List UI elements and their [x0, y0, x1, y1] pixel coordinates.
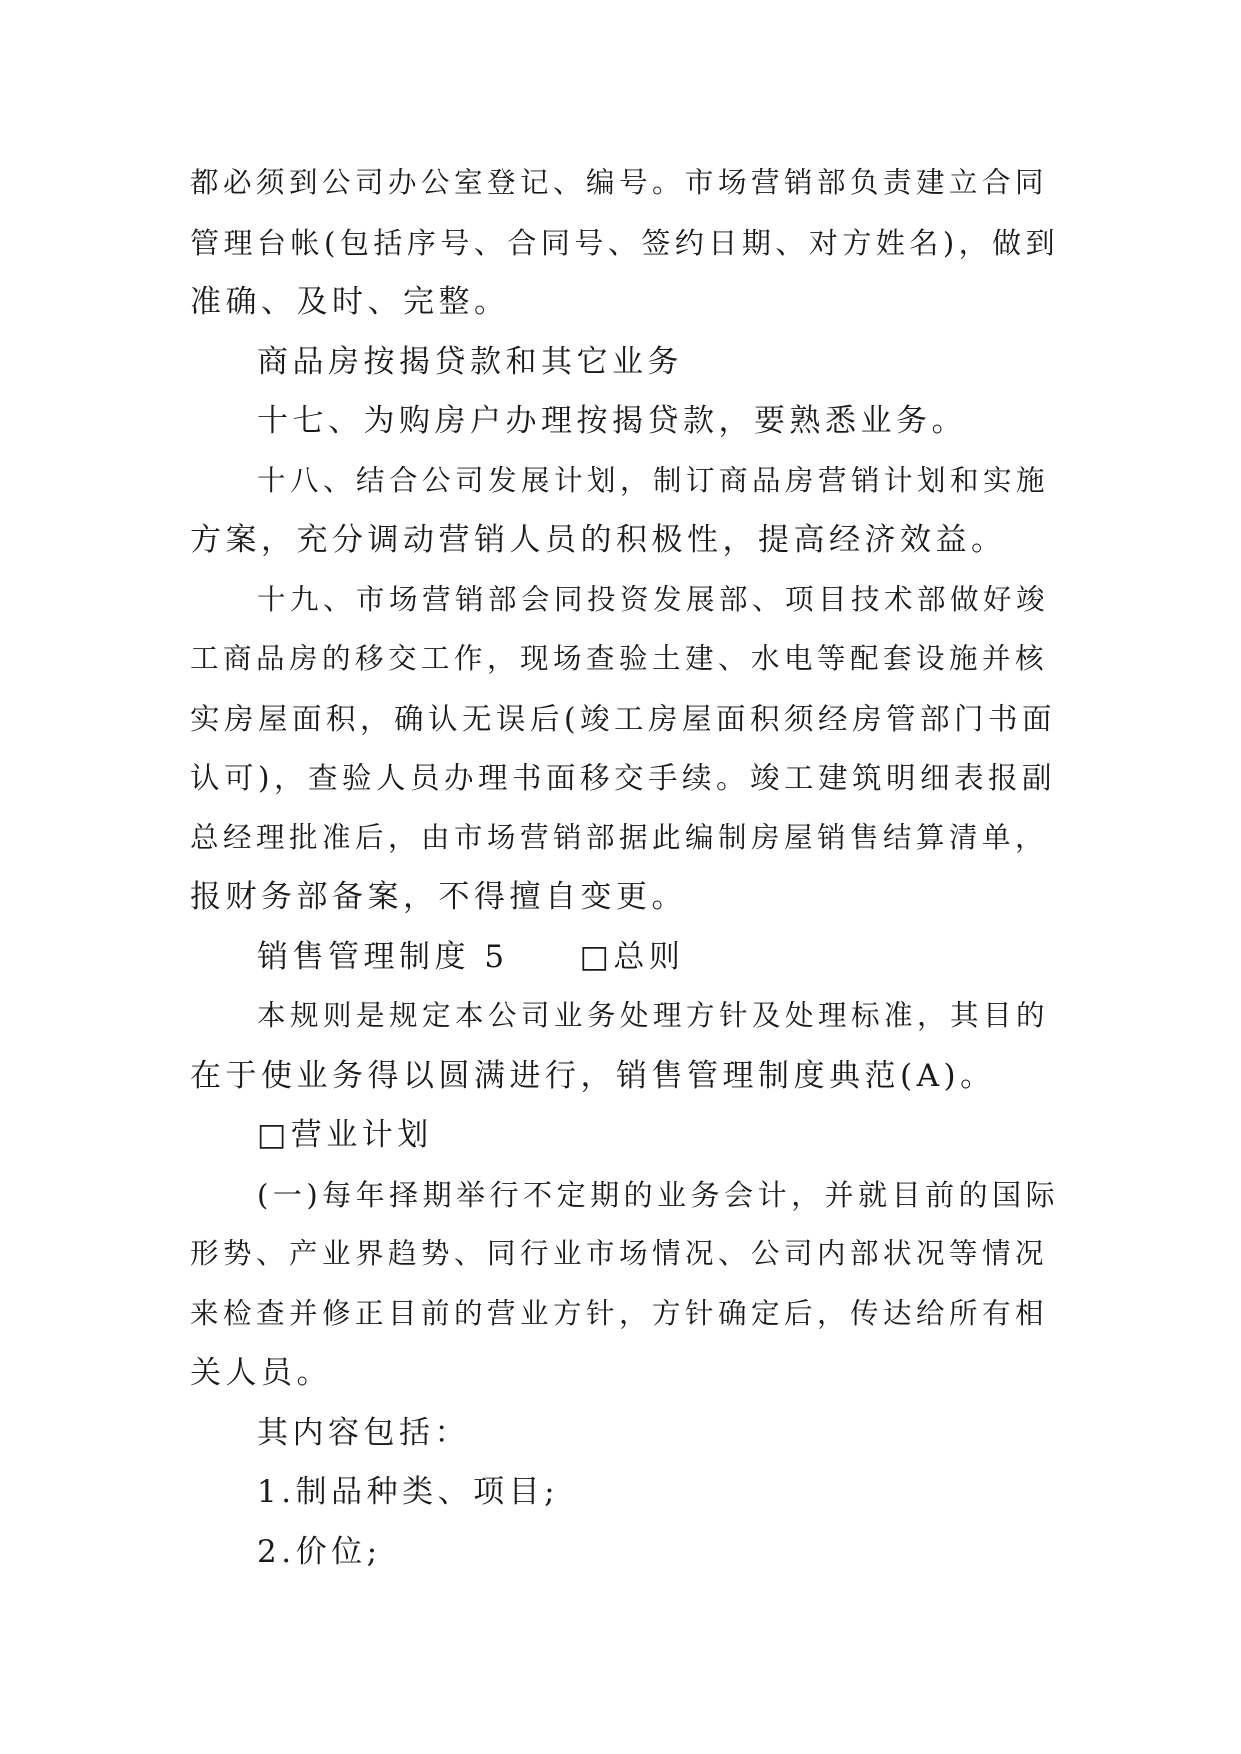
text-line: 来检查并修正目前的营业方针，方针确定后，传达给所有相 — [190, 1297, 1049, 1330]
text-line: 都必须到公司办公室登记、编号。市场营销部负责建立合同 — [190, 166, 1049, 199]
section-heading: □营业计划 — [257, 1117, 433, 1153]
text-line: 总经理批准后，由市场营销部据此编制房屋销售结算清单， — [190, 821, 1049, 854]
text-line: 关人员。 — [190, 1355, 332, 1391]
text-line: 工商品房的移交工作，现场查验土建、水电等配套设施并核 — [190, 642, 1049, 675]
text-line: 其内容包括： — [257, 1415, 470, 1451]
section-heading: 商品房按揭贷款和其它业务 — [257, 344, 683, 380]
text-line: 实房屋面积，确认无误后(竣工房屋面积须经房管部门书面 — [190, 702, 1057, 736]
text-line: (一)每年择期举行不定期的业务会计，并就目前的国际 — [257, 1178, 1060, 1212]
text-line: 十七、为购房户办理按揭贷款，要熟悉业务。 — [257, 403, 967, 439]
section-heading: 销售管理制度 5 □总则 — [257, 939, 685, 975]
text-line: 形势、产业界趋势、同行业市场情况、公司内部状况等情况 — [190, 1237, 1049, 1270]
text-line: 方案，充分调动营销人员的积极性，提高经济效益。 — [190, 522, 1007, 558]
text-line: 在于使业务得以圆满进行，销售管理制度典范(A)。 — [190, 1058, 996, 1094]
text-line: 准确、及时、完整。 — [190, 284, 510, 320]
list-item: 2.价位; — [257, 1534, 382, 1570]
text-line: 报财务部备案，不得擅自变更。 — [190, 879, 687, 915]
text-line: 管理台帐(包括序号、合同号、签约日期、对方姓名)，做到 — [190, 226, 1060, 260]
text-line: 本规则是规定本公司业务处理方针及处理标准，其目的 — [257, 999, 1050, 1032]
text-line: 认可)，查验人员办理书面移交手续。竣工建筑明细表报副 — [190, 761, 1057, 795]
text-line: 十八、结合公司发展计划，制订商品房营销计划和实施 — [257, 464, 1050, 497]
list-item: 1.制品种类、项目; — [257, 1474, 560, 1510]
text-line: 十九、市场营销部会同投资发展部、项目技术部做好竣 — [257, 583, 1050, 616]
